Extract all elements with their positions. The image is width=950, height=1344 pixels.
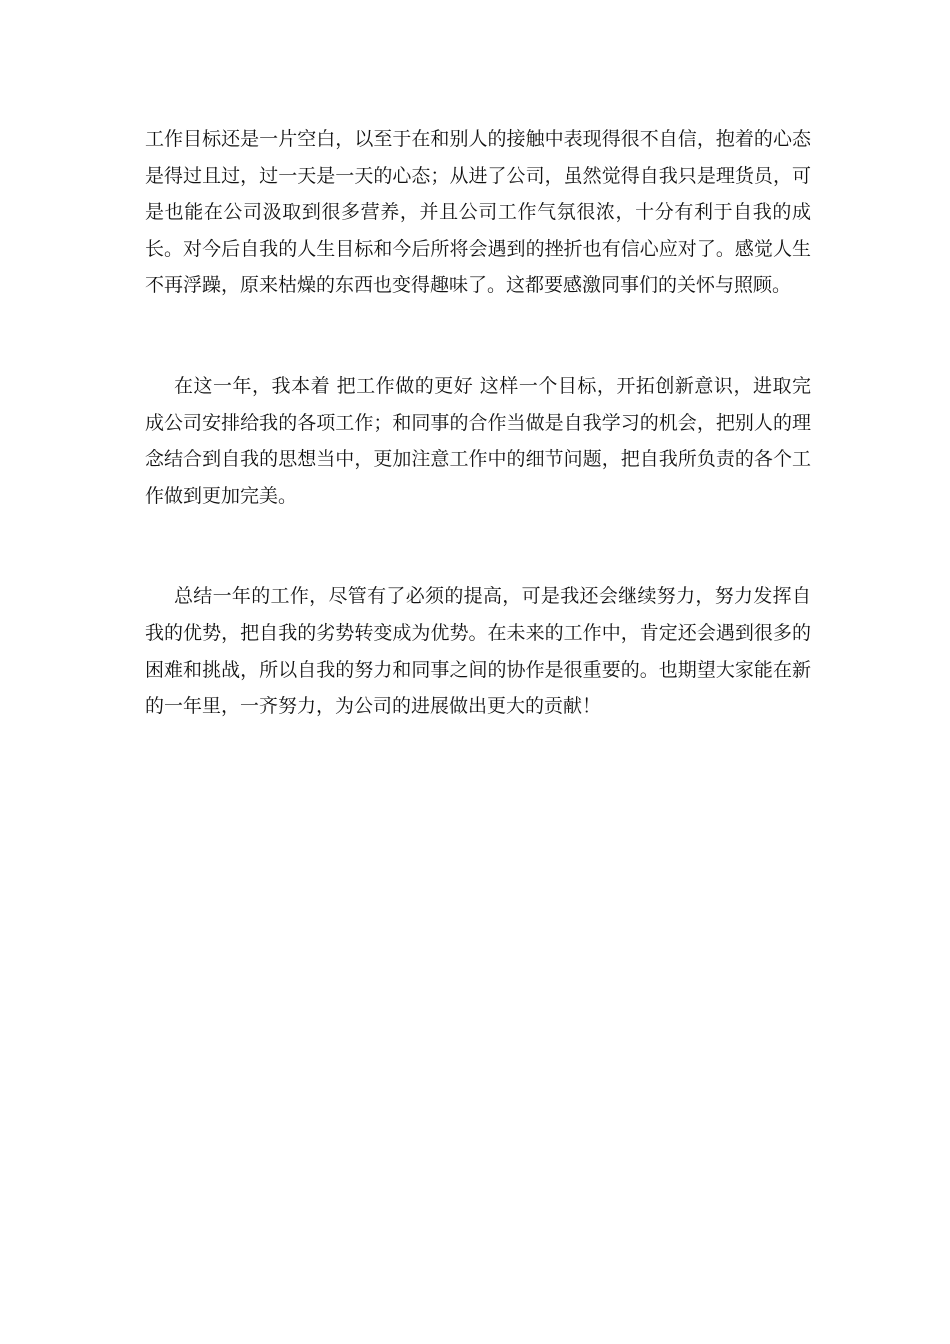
paragraph-2: 在这一年，我本着 把工作做的更好 这样一个目标，开拓创新意识，进取完成公司安排给我的各项工作；和同事的合作当做是自我学习的机会，把别人的理念结合到自我的思想当中，更加注意工作中的细节问题，把自我所负责的各个工作做到更加完美。	[145, 374, 811, 507]
document-body	[145, 121, 811, 725]
paragraph-3: 总结一年的工作，尽管有了必须的提高，可是我还会继续努力，努力发挥自我的优势，把自我的劣势转变成为优势。在未来的工作中，肯定还会遇到很多的困难和挑战，所以自我的努力和同事之间的协作是很重要的。也期望大家能在新的一年里，一齐努力，为公司的进展做出更大的贡献！	[145, 585, 811, 718]
paragraph-1: 工作目标还是一片空白，以至于在和别人的接触中表现得很不自信，抱着的心态是得过且过，过一天是一天的心态；从进了公司，虽然觉得自我只是理货员，可是也能在公司汲取到很多营养，并且公司工作气氛很浓，十分有利于自我的成长。对今后自我的人生目标和今后所将会遇到的挫折也有信心应对了。感觉人生不再浮躁，原来枯燥的东西也变得趣味了。这都要感激同事们的关怀与照顾。	[145, 128, 811, 297]
